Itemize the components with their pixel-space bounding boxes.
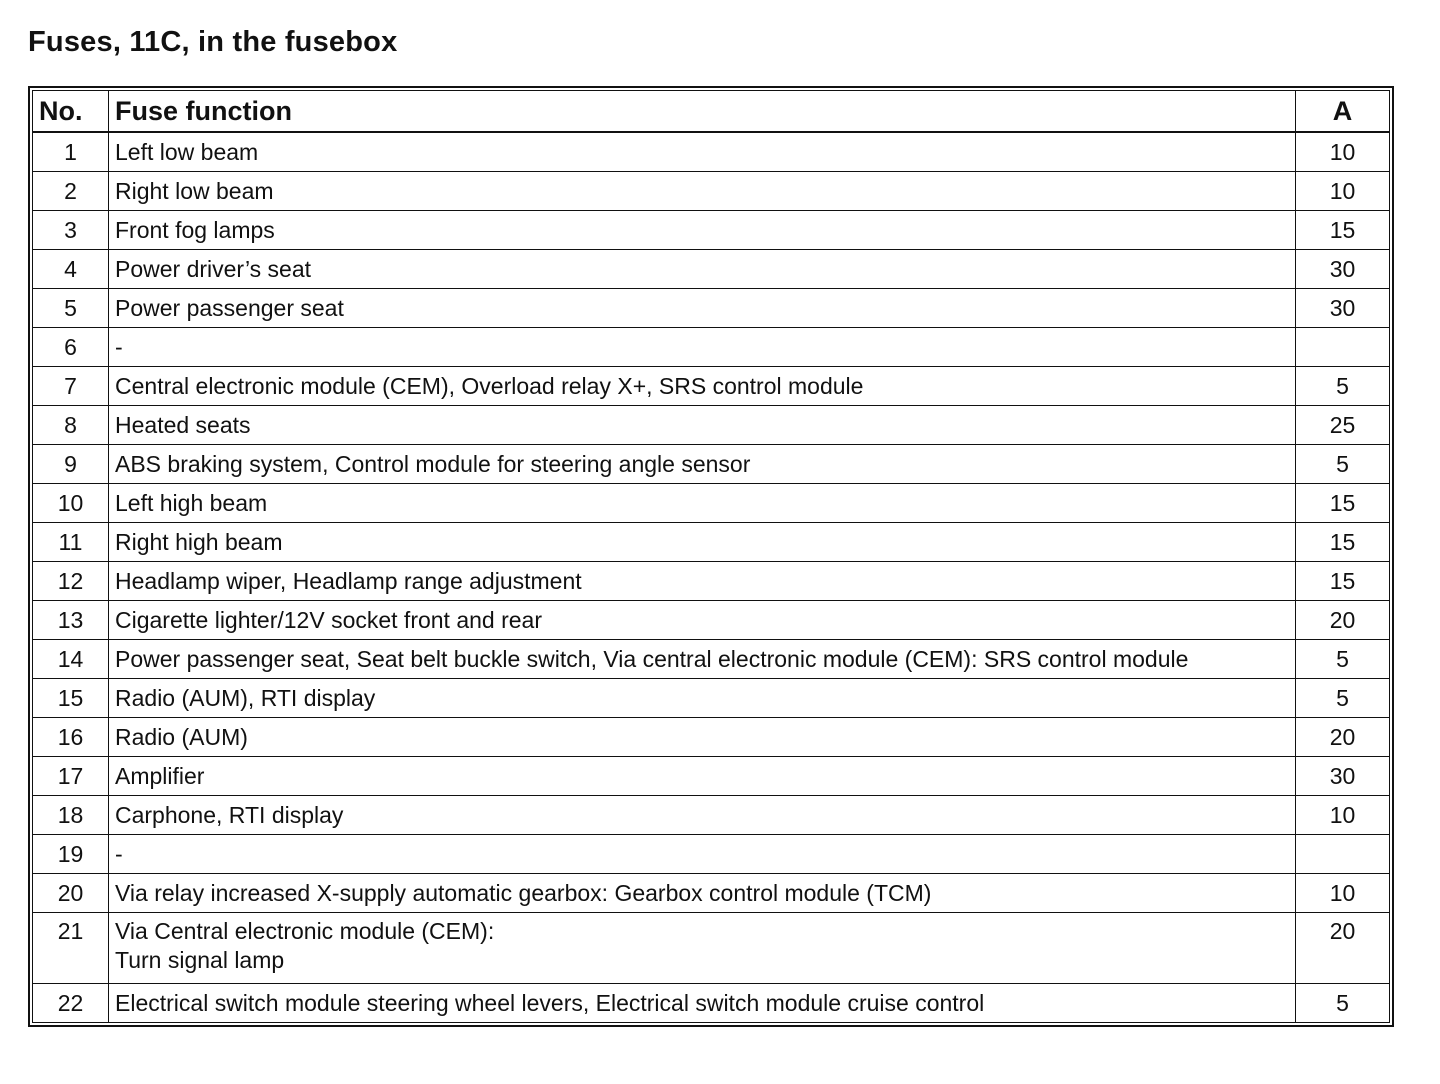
fuse-function: Headlamp wiper, Headlamp range adjustment: [109, 562, 1296, 601]
header-row: [33, 91, 1390, 133]
fuse-function: Front fog lamps: [109, 211, 1296, 250]
fuse-amperage: 20: [1296, 601, 1390, 640]
fuse-function: Power driver’s seat: [109, 250, 1296, 289]
document-title: Fuses, 11C, in the fusebox: [28, 26, 398, 58]
table-row: [33, 484, 1390, 523]
fuse-number: 20: [33, 874, 109, 913]
fuse-function: Left low beam: [109, 132, 1296, 172]
table-row: [33, 367, 1390, 406]
fuse-number: 5: [33, 289, 109, 328]
fuse-amperage: [1296, 328, 1390, 367]
table-row: [33, 289, 1390, 328]
table-row: [33, 172, 1390, 211]
fuse-function: Power passenger seat, Seat belt buckle switch, Via central electronic module (CEM): SRS control module: [109, 640, 1296, 679]
fuse-function: Radio (AUM): [109, 718, 1296, 757]
fuse-table-frame: [28, 86, 1394, 1027]
fuse-amperage: 30: [1296, 250, 1390, 289]
fuse-number: 2: [33, 172, 109, 211]
table-row: [33, 132, 1390, 172]
table-row: [33, 523, 1390, 562]
table-row: [33, 757, 1390, 796]
fuse-amperage: 20: [1296, 718, 1390, 757]
fuse-function: Cigarette lighter/12V socket front and rear: [109, 601, 1296, 640]
fuse-amperage: 15: [1296, 484, 1390, 523]
fuse-number: 6: [33, 328, 109, 367]
fuse-function: Right high beam: [109, 523, 1296, 562]
column-header-function: Fuse function: [109, 91, 1296, 133]
table-header: [33, 91, 1390, 133]
table-row: [33, 211, 1390, 250]
fuse-amperage: 15: [1296, 562, 1390, 601]
fuse-number: 9: [33, 445, 109, 484]
fuse-amperage: 20: [1296, 913, 1390, 984]
fuse-function: Amplifier: [109, 757, 1296, 796]
fuse-number: 22: [33, 984, 109, 1023]
table-row: [33, 406, 1390, 445]
table-row: [33, 796, 1390, 835]
fuse-amperage: 10: [1296, 132, 1390, 172]
table-row: [33, 601, 1390, 640]
table-row: [33, 718, 1390, 757]
table-row: [33, 562, 1390, 601]
fuse-amperage: [1296, 835, 1390, 874]
table-row: [33, 679, 1390, 718]
table-row: [33, 913, 1390, 984]
column-header-no: No.: [33, 91, 109, 133]
table-body: [33, 132, 1390, 1023]
fuse-amperage: 30: [1296, 757, 1390, 796]
table-row: [33, 250, 1390, 289]
fuse-number: 15: [33, 679, 109, 718]
fuse-function: Right low beam: [109, 172, 1296, 211]
fuse-number: 19: [33, 835, 109, 874]
fuse-function: Radio (AUM), RTI display: [109, 679, 1296, 718]
fuse-function: Left high beam: [109, 484, 1296, 523]
fuse-amperage: 5: [1296, 445, 1390, 484]
fuse-number: 7: [33, 367, 109, 406]
fuse-number: 4: [33, 250, 109, 289]
fuse-number: 13: [33, 601, 109, 640]
fuse-amperage: 25: [1296, 406, 1390, 445]
fuse-function: Power passenger seat: [109, 289, 1296, 328]
fuse-amperage: 5: [1296, 679, 1390, 718]
fuse-function: Electrical switch module steering wheel levers, Electrical switch module cruise control: [109, 984, 1296, 1023]
fuse-amperage: 5: [1296, 367, 1390, 406]
fuse-amperage: 30: [1296, 289, 1390, 328]
table-row: [33, 445, 1390, 484]
fuse-amperage: 10: [1296, 796, 1390, 835]
fuse-function: -: [109, 328, 1296, 367]
table-row: [33, 874, 1390, 913]
fuse-function: Carphone, RTI display: [109, 796, 1296, 835]
fuse-number: 3: [33, 211, 109, 250]
fuse-number: 12: [33, 562, 109, 601]
fuse-number: 16: [33, 718, 109, 757]
fuse-function: -: [109, 835, 1296, 874]
fuse-function: ABS braking system, Control module for steering angle sensor: [109, 445, 1296, 484]
table-row: [33, 328, 1390, 367]
fuse-function: Via relay increased X-supply automatic gearbox: Gearbox control module (TCM): [109, 874, 1296, 913]
fuse-number: 18: [33, 796, 109, 835]
fuse-amperage: 5: [1296, 984, 1390, 1023]
fuse-number: 10: [33, 484, 109, 523]
fuse-amperage: 10: [1296, 874, 1390, 913]
fuse-number: 17: [33, 757, 109, 796]
column-header-amperage: A: [1296, 91, 1390, 133]
fuse-number: 8: [33, 406, 109, 445]
fuse-amperage: 15: [1296, 211, 1390, 250]
table-row: [33, 984, 1390, 1023]
fuse-number: 1: [33, 132, 109, 172]
fuse-number: 11: [33, 523, 109, 562]
fuse-function: Via Central electronic module (CEM): Turn signal lamp: [109, 913, 1296, 984]
table-row: [33, 640, 1390, 679]
fuse-amperage: 5: [1296, 640, 1390, 679]
fuse-function: Heated seats: [109, 406, 1296, 445]
fuse-amperage: 15: [1296, 523, 1390, 562]
fuse-number: 21: [33, 913, 109, 984]
fuse-function: Central electronic module (CEM), Overload relay X+, SRS control module: [109, 367, 1296, 406]
table-row: [33, 835, 1390, 874]
fuse-number: 14: [33, 640, 109, 679]
fuse-amperage: 10: [1296, 172, 1390, 211]
fuse-table: [32, 90, 1390, 1023]
